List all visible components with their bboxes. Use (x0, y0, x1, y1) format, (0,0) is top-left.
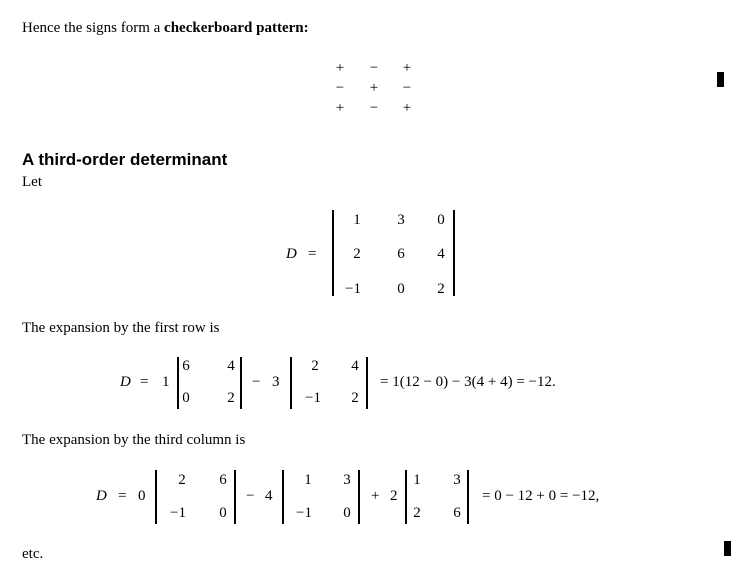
det-cell: 0 (437, 212, 445, 228)
intro-bold: checkerboard pattern: (164, 20, 309, 36)
fr-eq: = (140, 374, 149, 390)
det-cell: 0 (397, 281, 405, 297)
tc-coef3: 2 (390, 488, 398, 504)
tc-op2: + (371, 488, 380, 504)
fr-lhs: D (120, 374, 131, 390)
section-heading: A third-order determinant (22, 150, 228, 169)
tc-coef1: 0 (138, 488, 146, 504)
minor1-left-bar (155, 470, 157, 524)
det-eq: = (308, 246, 317, 262)
det-cell: 2 (353, 246, 361, 262)
margin-bar (724, 541, 731, 556)
det-left-bar (332, 210, 334, 296)
minor-cell: 6 (219, 472, 227, 488)
sign-cell: − (369, 60, 379, 76)
det-cell: 1 (353, 212, 361, 228)
minor-cell: 2 (311, 358, 319, 374)
sign-cell: − (369, 100, 379, 116)
tc-result: = 0 − 12 + 0 = −12, (482, 488, 600, 504)
tc-op1: − (246, 488, 255, 504)
etc-text: etc. (22, 546, 44, 562)
intro-line (22, 20, 309, 37)
first-row-sentence: The expansion by the first row is (22, 320, 220, 336)
minor-cell: 1 (304, 472, 312, 488)
fr-coef1: 1 (162, 374, 170, 390)
det-cell: 6 (397, 246, 405, 262)
minor-cell: −1 (296, 505, 312, 521)
fr-result: = 1(12 − 0) − 3(4 + 4) = −12. (380, 374, 556, 390)
det-cell: 2 (437, 281, 445, 297)
minor-cell: 0 (343, 505, 351, 521)
minor-cell: 4 (351, 358, 359, 374)
minor-cell: 0 (182, 390, 190, 406)
det-cell: −1 (345, 281, 361, 297)
det-cell: 4 (437, 246, 445, 262)
det-lhs: D (286, 246, 297, 262)
margin-bar (717, 72, 724, 87)
minor-cell: 2 (351, 390, 359, 406)
minor-cell: 6 (453, 505, 461, 521)
let-text: Let (22, 174, 42, 190)
sign-cell: − (402, 80, 412, 96)
sign-cell: + (335, 60, 345, 76)
minor-cell: 2 (178, 472, 186, 488)
third-col-sentence: The expansion by the third column is (22, 432, 246, 448)
tc-eq: = (118, 488, 127, 504)
intro-text: Hence the signs form a (22, 20, 165, 36)
sign-cell: + (402, 60, 412, 76)
fr-op1: − (252, 374, 261, 390)
sign-cell: + (402, 100, 412, 116)
det-cell: 3 (397, 212, 405, 228)
minor-cell: 0 (219, 505, 227, 521)
minor-cell: 3 (343, 472, 351, 488)
sign-cell: + (335, 100, 345, 116)
fr-coef2: 3 (272, 374, 280, 390)
tc-coef2: 4 (265, 488, 273, 504)
minor2-left-bar (290, 357, 292, 409)
minor2-left-bar (282, 470, 284, 524)
minor-cell: 2 (227, 390, 235, 406)
sign-cell: − (335, 80, 345, 96)
tc-lhs: D (96, 488, 107, 504)
minor-cell: 3 (453, 472, 461, 488)
minor-cell: −1 (170, 505, 186, 521)
minor-cell: −1 (305, 390, 321, 406)
minor-cell: 4 (227, 358, 235, 374)
minor-cell: 6 (182, 358, 190, 374)
minor-cell: 2 (413, 505, 421, 521)
minor-cell: 1 (413, 472, 421, 488)
sign-cell: + (369, 80, 379, 96)
